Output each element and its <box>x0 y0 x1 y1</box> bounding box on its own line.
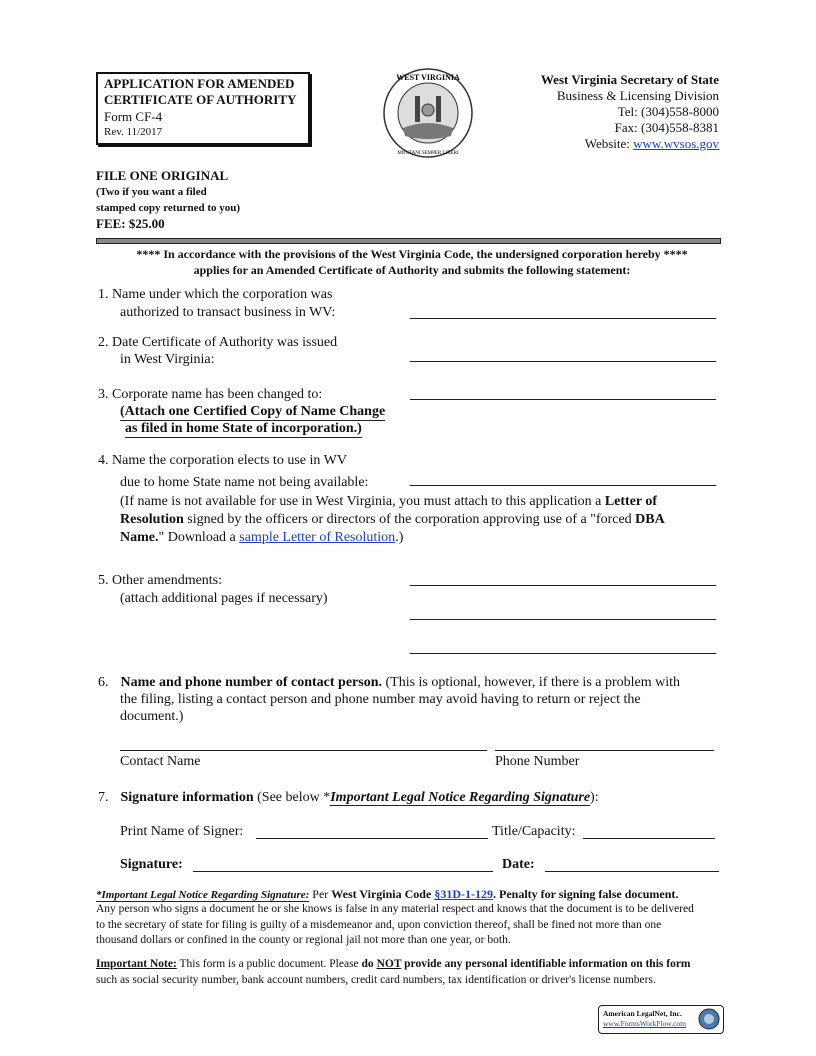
statement: **** In accordance with the provisions of the West Virginia Code, the undersigned corporation hereby **** applies for an Amended Certificate of Authority and submits the following statement: <box>136 247 688 277</box>
website-link[interactable]: www.wvsos.gov <box>633 136 719 151</box>
form-title-line2: CERTIFICATE OF AUTHORITY <box>104 92 297 107</box>
item5-field-1[interactable] <box>410 585 716 586</box>
agency-name: West Virginia Secretary of State <box>540 72 719 87</box>
important-note: Important Note: This form is a public document. Please do NOT provide any personal identifiable information on this form such as social security number, bank account numbers, credit card numbers, tax identification or driver's license numbers. <box>96 958 691 986</box>
item5-label: 5. Other amendments: <box>98 573 223 588</box>
legal-notice-heading: *Important Legal Notice Regarding Signature: Per West Virginia Code §31D-1-129. Penalty for signing false document. <box>96 887 679 901</box>
item3-note1: (Attach one Certified Copy of Name Change <box>120 404 386 419</box>
agency-contact <box>541 72 719 152</box>
item1-label: 1. Name under which the corporation was <box>98 287 333 302</box>
filing-note-2: stamped copy returned to you) <box>96 202 241 214</box>
code-section-link[interactable]: §31D-1-129 <box>434 887 493 901</box>
svg-text:MONTANI SEMPER LIBERI: MONTANI SEMPER LIBERI <box>397 151 459 156</box>
title-capacity-label: Title/Capacity: <box>492 824 576 839</box>
form-number: Form CF-4 <box>104 109 163 124</box>
date-label: Date: <box>502 857 535 872</box>
item5-field-2[interactable] <box>410 619 716 620</box>
sample-letter-link[interactable]: sample Letter of Resolution <box>239 530 396 545</box>
website: Website: www.wvsos.gov <box>584 136 719 151</box>
fee: FEE: $25.00 <box>96 216 165 231</box>
filing-note-1: (Two if you want a filed <box>96 186 207 198</box>
item6-label: 6. Name and phone number of contact person. (This is optional, however, if there is a problem with <box>98 675 681 690</box>
item6-line3: document.) <box>120 709 184 724</box>
signature-field[interactable] <box>193 871 493 872</box>
item4-note2: Resolution signed by the officers or directors of the corporation approving use of a "forced DBA <box>120 512 665 527</box>
print-name-label: Print Name of Signer: <box>120 824 244 839</box>
formsworkflow-link[interactable]: www.FormsWorkFlow.com <box>603 1019 687 1028</box>
item1-field[interactable] <box>410 318 716 319</box>
signature-label: Signature: <box>120 857 183 872</box>
fax: Fax: (304)558-8381 <box>614 120 719 135</box>
date-field[interactable] <box>545 871 719 872</box>
item4-note1: (If name is not available for use in West Virginia, you must attach to this application a Letter of <box>120 494 658 509</box>
phone-number-field[interactable] <box>495 750 714 751</box>
contact-name-field[interactable] <box>120 750 487 751</box>
file-one-original: FILE ONE ORIGINAL <box>96 168 229 183</box>
form-title-box <box>96 72 310 145</box>
item7-label: 7. Signature information (See below *Important Legal Notice Regarding Signature): <box>98 790 599 805</box>
item3-field[interactable] <box>410 399 716 400</box>
item4-label: 4. Name the corporation elects to use in WV <box>98 453 347 468</box>
form-title-line1: APPLICATION FOR AMENDED <box>104 76 295 91</box>
title-capacity-field[interactable] <box>583 838 715 839</box>
divider <box>96 238 721 244</box>
item5-field-3[interactable] <box>410 653 716 654</box>
telephone: Tel: (304)558-8000 <box>617 104 719 119</box>
division-name: Business & Licensing Division <box>556 88 719 103</box>
svg-text:WEST VIRGINIA: WEST VIRGINIA <box>396 73 460 82</box>
item3-note2: as filed in home State of incorporation.) <box>125 421 362 436</box>
item4-field[interactable] <box>410 485 716 486</box>
item1-label2: authorized to transact business in WV: <box>120 305 336 320</box>
form-revision: Rev. 11/2017 <box>104 126 163 138</box>
filing-instructions <box>96 168 240 232</box>
item6-line2: the filing, listing a contact person and phone number may avoid having to return or reject the <box>120 692 641 707</box>
phone-number-label: Phone Number <box>495 754 580 769</box>
legal-notice-body: Any person who signs a document he or she knows is false in any material respect and knows that the document is to be delivered to the secretary of state for filing is guilty of a misdemeanor and, upon conviction thereof, shall be fined not more than one thousand dollars or confined in the county or regional jail not more than one year, or both. <box>96 903 694 946</box>
item5-label2: (attach additional pages if necessary) <box>120 591 328 606</box>
print-name-field[interactable] <box>256 838 488 839</box>
item2-label: 2. Date Certificate of Authority was issued <box>98 335 338 350</box>
globe-icon <box>698 1008 720 1030</box>
item3-label: 3. Corporate name has been changed to: <box>98 387 323 402</box>
item2-label2: in West Virginia: <box>120 352 215 367</box>
american-legalnet-logo: American LegalNet, Inc. www.FormsWorkFlow.com <box>598 1005 724 1034</box>
item4-note3: Name." Download a sample Letter of Resolution.) <box>120 530 404 545</box>
item4-label2: due to home State name not being available: <box>120 475 369 490</box>
state-seal-icon <box>383 68 473 158</box>
contact-name-label: Contact Name <box>120 754 201 769</box>
item2-field[interactable] <box>410 361 716 362</box>
